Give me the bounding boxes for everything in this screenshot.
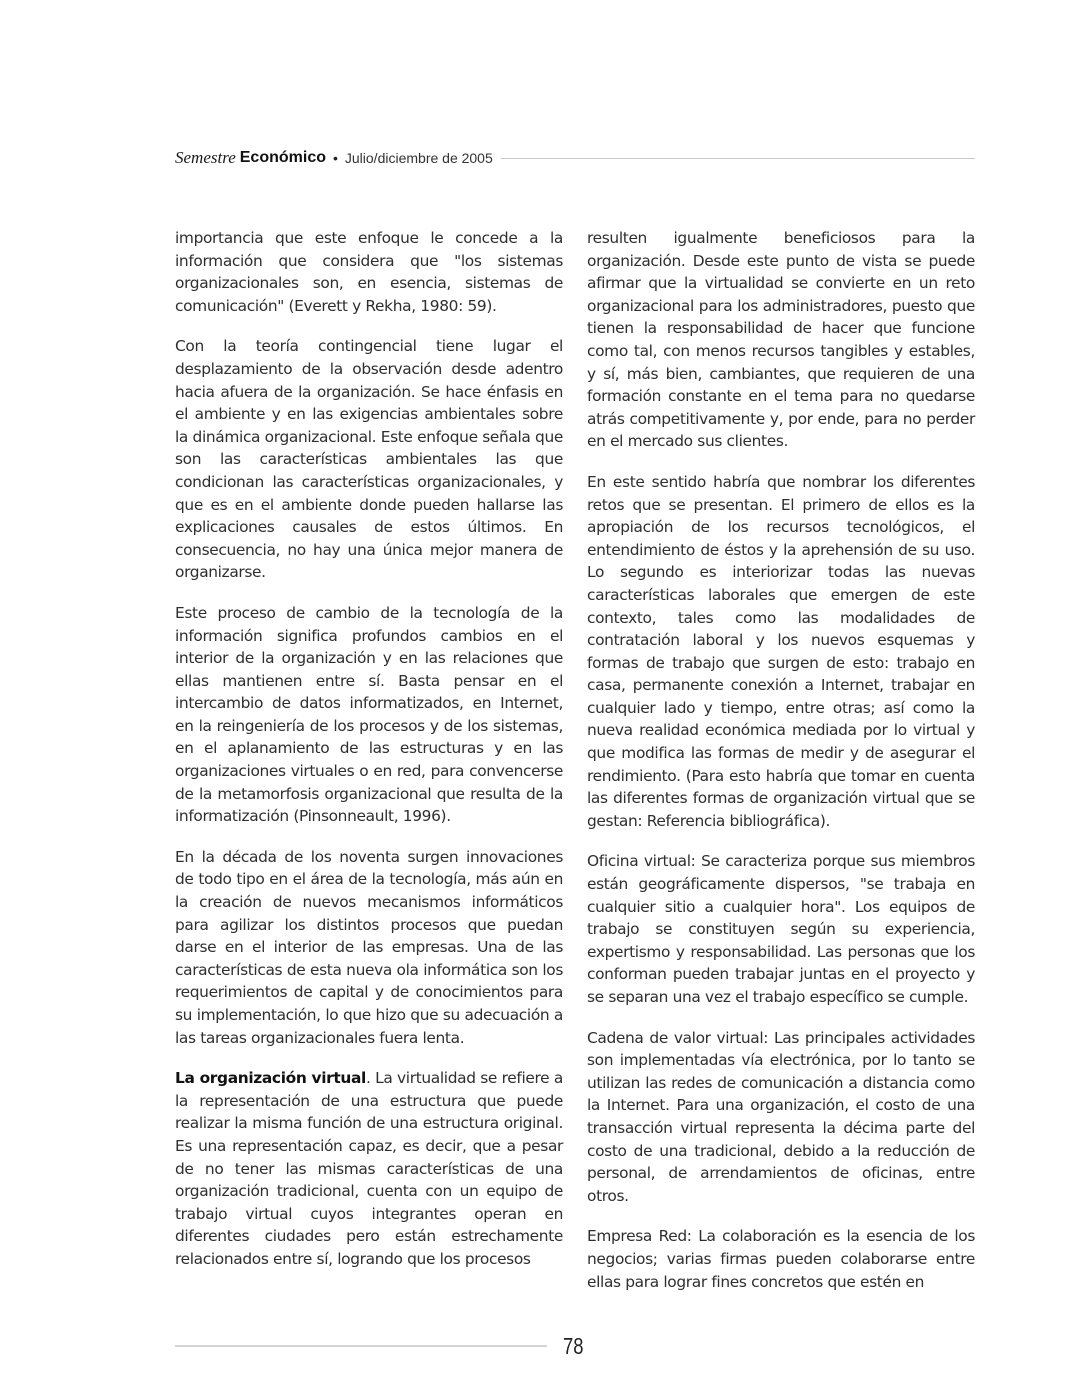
section-heading: La organización virtual	[175, 1069, 366, 1088]
paragraph: resulten igualmente beneficiosos para la organización. Desde este punto de vista se puede afirmar que la virtualidad se convierte en un reto organizacional para los administradores, puesto que tienen la responsabilidad de hacer que funcione como tal, con menos recursos tangibles y estables, y sí, más bien, cambiantes, que requieren de una formación constante en el tema para no quedarse atrás competitivamente y, por ende, para no perder en el mercado sus clientes.	[587, 229, 975, 451]
paragraph: importancia que este enfoque le concede a la información que considera que "los sistemas organizacionales son, en esencia, sistemas de comunicación" (Everett y Rekha, 1980: 59).	[175, 229, 563, 315]
paragraph: Empresa Red: La colaboración es la esencia de los negocios; varias firmas pueden colaborarse entre ellas para lograr fines concretos que estén en	[587, 1227, 975, 1291]
bullet-separator: •	[332, 150, 338, 166]
journal-name-italic: Semestre	[175, 148, 236, 167]
header-rule	[501, 158, 975, 159]
section-body: . La virtualidad se refiere a la representación de una estructura que puede realizar la misma función de una estructura original. Es una representación capaz, es decir, que a pesar de no tener las mismas características de una organización tradicional, cuenta con un equipo de trabajo virtual cuyos integrantes operan en diferentes ciudades pero están estrechamente relacionados entre sí, logrando que los procesos	[175, 1069, 563, 1268]
issue-date: Julio/diciembre de 2005	[344, 150, 493, 166]
paragraph: Este proceso de cambio de la tecnología de la información significa profundos cambios en el interior de la organización y en las relaciones que ellas mantienen entre sí. Basta pensar en el intercambio de datos informatizados, en Internet, en la reingeniería de los procesos y de los sistemas, en el aplanamiento de las estructuras y en las organizaciones virtuales o en red, para convencerse de la metamorfosis organizacional que resulta de la informatización (Pinsonneault, 1996).	[175, 603, 563, 826]
paragraph: Oficina virtual: Se caracteriza porque sus miembros están geográficamente dispersos, "se trabaja en cualquier sitio a cualquier hora". Los equipos de trabajo se constituyen según su experiencia, expertismo y responsabilidad. Las personas que los conforman pueden trabajar juntas en el proyecto y se separan una vez el trabajo específico se cumple.	[587, 852, 975, 1006]
paragraph: En la década de los noventa surgen innovaciones de todo tipo en el área de la tecnología, más aún en la creación de nuevos mecanismos informáticos para agilizar los distintos procesos que puedan darse en el interior de las empresas. Una de las características de esta nueva ola informática son los requerimientos de capital y de conocimientos para su implementación, lo que hizo que su adecuación a las tareas organizacionales fuera lenta.	[175, 847, 563, 1047]
page-number: 78	[563, 1332, 584, 1359]
paragraph: Cadena de valor virtual: Las principales actividades son implementadas vía electrónica, por lo tanto se utilizan las redes de comunicación a distancia como la Internet. Para una organización, el costo de una transacción virtual representa la décima parte del costo de una tradicional, debido a la reducción de personal, de arrendamientos de oficinas, entre otros.	[587, 1028, 975, 1205]
section-paragraph	[175, 1067, 563, 1270]
left-column	[175, 227, 563, 1289]
journal-name-bold: Económico	[239, 149, 326, 166]
paragraph: En este sentido habría que nombrar los diferentes retos que se presentan. El primero de ellos es la apropiación de los recursos tecnológicos, el entendimiento de éstos y la aprehensión de su uso. Lo segundo es interiorizar todas las nuevas características laborales que emergen de este contexto, tales como las modalidades de contratación laboral y los nuevos esquemas y formas de trabajo que surgen de esto: trabajo en casa, permanente conexión a Internet, trabajar en cualquier lado y tiempo, entre otras; así como la nueva realidad económica mediada por lo virtual y que modifica las formas de medir y de asegurar el rendimiento. (Para esto habría que tomar en cuenta las diferentes formas de organización virtual que se gestan: Referencia bibliográfica).	[587, 472, 975, 830]
footer-rule	[175, 1345, 547, 1347]
right-column	[587, 227, 975, 1311]
paragraph: Con la teoría contingencial tiene lugar el desplazamiento de la observación desde adentro hacia afuera de la organización. Se hace énfasis en el ambiente y en las exigencias ambientales sobre la dinámica organizacional. Este enfoque señala que son las características ambientales las que condicionan las características organizacionales, y que es en el ambiente donde pueden hallarse las explicaciones causales de estos últimos. En consecuencia, no hay una única mejor manera de organizarse.	[175, 337, 563, 582]
page-footer	[175, 1330, 975, 1362]
running-header	[175, 146, 975, 170]
